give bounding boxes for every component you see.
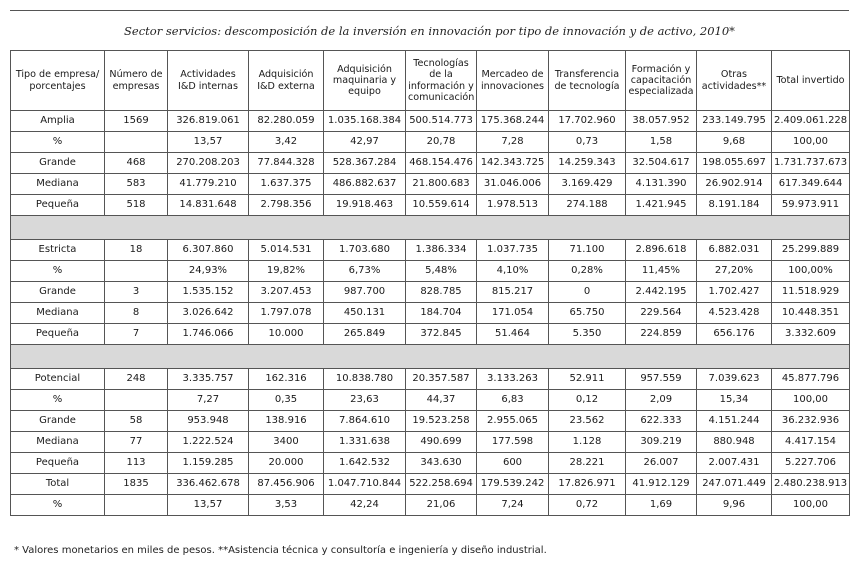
table-cell: 1.035.168.384 <box>324 111 406 132</box>
table-cell: 1569 <box>105 111 168 132</box>
table-cell: 5.227.706 <box>772 453 850 474</box>
table-row <box>11 174 850 195</box>
table-cell: 4.417.154 <box>772 432 850 453</box>
table-cell: 224.859 <box>626 324 697 345</box>
table-cell: 3400 <box>249 432 324 453</box>
table-cell: 622.333 <box>626 411 697 432</box>
column-header: Adquisición maquinaria y equipo <box>324 51 406 111</box>
table-cell: 10.559.614 <box>406 195 477 216</box>
table-cell: 2.480.238.913 <box>772 474 850 495</box>
table-cell: 10.448.351 <box>772 303 850 324</box>
table-cell: 247.071.449 <box>697 474 772 495</box>
table-row <box>11 474 850 495</box>
table-cell: 71.100 <box>549 240 626 261</box>
table-cell: 42,97 <box>324 132 406 153</box>
table-cell: 44,37 <box>406 390 477 411</box>
table-cell: 1.386.334 <box>406 240 477 261</box>
footnote: * Valores monetarios en miles de pesos. **Asistencia técnica y consultoría e ingeniería y diseño industrial. <box>14 545 547 556</box>
table-cell: 1.642.532 <box>324 453 406 474</box>
table-cell: 233.149.795 <box>697 111 772 132</box>
row-label-cell: Mediana <box>11 432 105 453</box>
investment-table <box>10 50 850 516</box>
table-cell: 617.349.644 <box>772 174 850 195</box>
table-cell: 7.039.623 <box>697 369 772 390</box>
separator-cell <box>11 345 850 369</box>
column-header: Adquisición I&D externa <box>249 51 324 111</box>
table-cell <box>105 390 168 411</box>
table-cell: 7.864.610 <box>324 411 406 432</box>
table-row <box>11 324 850 345</box>
table-cell: 175.368.244 <box>477 111 549 132</box>
table-cell: 987.700 <box>324 282 406 303</box>
table-cell: 1835 <box>105 474 168 495</box>
table-cell: 162.316 <box>249 369 324 390</box>
table-cell: 32.504.617 <box>626 153 697 174</box>
group-separator <box>11 216 850 240</box>
table-cell: 1.703.680 <box>324 240 406 261</box>
table-row <box>11 369 850 390</box>
table-cell: 21.800.683 <box>406 174 477 195</box>
table-cell: 38.057.952 <box>626 111 697 132</box>
row-label-cell: % <box>11 261 105 282</box>
table-cell: 13,57 <box>168 495 249 516</box>
table-cell: 336.462.678 <box>168 474 249 495</box>
table-cell: 20.000 <box>249 453 324 474</box>
table-cell: 52.911 <box>549 369 626 390</box>
row-label-cell: Grande <box>11 153 105 174</box>
table-cell: 2,09 <box>626 390 697 411</box>
table-cell: 42,24 <box>324 495 406 516</box>
table-cell: 1.128 <box>549 432 626 453</box>
table-cell: 1.037.735 <box>477 240 549 261</box>
table-cell: 8 <box>105 303 168 324</box>
table-cell: 0,12 <box>549 390 626 411</box>
row-label-cell: Grande <box>11 282 105 303</box>
table-cell: 7,28 <box>477 132 549 153</box>
table-cell: 1.746.066 <box>168 324 249 345</box>
table-cell: 1.702.427 <box>697 282 772 303</box>
table-cell: 880.948 <box>697 432 772 453</box>
table-cell: 19.918.463 <box>324 195 406 216</box>
table-cell: 583 <box>105 174 168 195</box>
table-cell: 17.826.971 <box>549 474 626 495</box>
table-cell: 2.896.618 <box>626 240 697 261</box>
table-cell: 3.207.453 <box>249 282 324 303</box>
table-cell: 1.535.152 <box>168 282 249 303</box>
table-cell: 248 <box>105 369 168 390</box>
table-body <box>11 111 850 516</box>
row-label-cell: Pequeña <box>11 453 105 474</box>
column-header: Mercadeo de innovaciones <box>477 51 549 111</box>
table-cell: 138.916 <box>249 411 324 432</box>
table-cell: 82.280.059 <box>249 111 324 132</box>
column-header: Tipo de empresa/ porcentajes <box>11 51 105 111</box>
table-cell: 3.169.429 <box>549 174 626 195</box>
table-cell: 28.221 <box>549 453 626 474</box>
table-cell: 11.518.929 <box>772 282 850 303</box>
table-title: Sector servicios: descomposición de la inversión en innovación por tipo de innovación y de activo, 2010* <box>124 24 735 38</box>
table-row <box>11 432 850 453</box>
table-cell: 1.978.513 <box>477 195 549 216</box>
table-cell: 15,34 <box>697 390 772 411</box>
table-cell: 4.151.244 <box>697 411 772 432</box>
table-row <box>11 111 850 132</box>
table-cell: 14.831.648 <box>168 195 249 216</box>
row-label-cell: Mediana <box>11 174 105 195</box>
table-cell: 19.523.258 <box>406 411 477 432</box>
row-label-cell: % <box>11 132 105 153</box>
table-cell: 11,45% <box>626 261 697 282</box>
table-cell: 274.188 <box>549 195 626 216</box>
table-cell: 3,42 <box>249 132 324 153</box>
table-cell: 6,83 <box>477 390 549 411</box>
table-cell: 5,48% <box>406 261 477 282</box>
column-header: Total invertido <box>772 51 850 111</box>
table-cell: 3 <box>105 282 168 303</box>
table-cell: 0,72 <box>549 495 626 516</box>
table-cell: 177.598 <box>477 432 549 453</box>
table-cell: 490.699 <box>406 432 477 453</box>
table-cell: 0 <box>549 282 626 303</box>
table-cell: 343.630 <box>406 453 477 474</box>
table-row <box>11 303 850 324</box>
table-cell: 450.131 <box>324 303 406 324</box>
row-label-cell: Estricta <box>11 240 105 261</box>
row-label-cell: Grande <box>11 411 105 432</box>
table-cell: 1,69 <box>626 495 697 516</box>
table-cell: 500.514.773 <box>406 111 477 132</box>
table-cell: 7 <box>105 324 168 345</box>
table-row <box>11 390 850 411</box>
table-cell: 4,10% <box>477 261 549 282</box>
table-cell: 5.014.531 <box>249 240 324 261</box>
table-cell: 1.637.375 <box>249 174 324 195</box>
table-cell: 2.798.356 <box>249 195 324 216</box>
table-cell: 4.523.428 <box>697 303 772 324</box>
column-header: Número de empresas <box>105 51 168 111</box>
table-row <box>11 153 850 174</box>
table-cell: 100,00 <box>772 495 850 516</box>
row-label-cell: Potencial <box>11 369 105 390</box>
table-row <box>11 261 850 282</box>
table-cell: 309.219 <box>626 432 697 453</box>
table-cell: 19,82% <box>249 261 324 282</box>
column-header: Otras actividades** <box>697 51 772 111</box>
table-cell: 51.464 <box>477 324 549 345</box>
table-cell <box>105 495 168 516</box>
table-cell: 4.131.390 <box>626 174 697 195</box>
table-cell: 518 <box>105 195 168 216</box>
column-header: Formación y capacitación especializada <box>626 51 697 111</box>
table-cell: 87.456.906 <box>249 474 324 495</box>
table-cell: 9,96 <box>697 495 772 516</box>
table-cell: 24,93% <box>168 261 249 282</box>
table-cell: 59.973.911 <box>772 195 850 216</box>
row-label-cell: % <box>11 495 105 516</box>
table-cell: 1.222.524 <box>168 432 249 453</box>
column-header: Tecnologías de la información y comunicación <box>406 51 477 111</box>
row-label-cell: Pequeña <box>11 324 105 345</box>
table-cell: 100,00% <box>772 261 850 282</box>
table-cell: 142.343.725 <box>477 153 549 174</box>
table-cell: 18 <box>105 240 168 261</box>
table-row <box>11 282 850 303</box>
table-cell: 10.000 <box>249 324 324 345</box>
table-cell: 270.208.203 <box>168 153 249 174</box>
table-cell: 815.217 <box>477 282 549 303</box>
table-cell: 1.159.285 <box>168 453 249 474</box>
table-cell: 1.421.945 <box>626 195 697 216</box>
table-row <box>11 495 850 516</box>
table-cell: 0,35 <box>249 390 324 411</box>
table-cell: 2.007.431 <box>697 453 772 474</box>
table-cell: 522.258.694 <box>406 474 477 495</box>
table-cell: 41.912.129 <box>626 474 697 495</box>
row-label-cell: % <box>11 390 105 411</box>
table-cell: 20.357.587 <box>406 369 477 390</box>
table-cell: 26.007 <box>626 453 697 474</box>
table-cell: 36.232.936 <box>772 411 850 432</box>
table-cell: 3.133.263 <box>477 369 549 390</box>
table-cell: 58 <box>105 411 168 432</box>
row-label-cell: Total <box>11 474 105 495</box>
table-cell: 2.955.065 <box>477 411 549 432</box>
table-cell <box>105 132 168 153</box>
table-cell: 77.844.328 <box>249 153 324 174</box>
table-cell: 23.562 <box>549 411 626 432</box>
table-cell: 1.331.638 <box>324 432 406 453</box>
table-cell: 23,63 <box>324 390 406 411</box>
table-row <box>11 453 850 474</box>
table-cell: 600 <box>477 453 549 474</box>
separator-cell <box>11 216 850 240</box>
table-cell: 3.335.757 <box>168 369 249 390</box>
table-cell: 528.367.284 <box>324 153 406 174</box>
table-cell: 1.797.078 <box>249 303 324 324</box>
table-cell: 265.849 <box>324 324 406 345</box>
table-cell: 100,00 <box>772 132 850 153</box>
table-cell: 372.845 <box>406 324 477 345</box>
table-cell: 45.877.796 <box>772 369 850 390</box>
table-cell: 31.046.006 <box>477 174 549 195</box>
table-row <box>11 132 850 153</box>
table-cell: 21,06 <box>406 495 477 516</box>
table-cell: 6,73% <box>324 261 406 282</box>
table-cell: 656.176 <box>697 324 772 345</box>
table-cell: 198.055.697 <box>697 153 772 174</box>
table-cell: 65.750 <box>549 303 626 324</box>
table-cell: 2.409.061.228 <box>772 111 850 132</box>
table-cell: 26.902.914 <box>697 174 772 195</box>
table-cell: 3.332.609 <box>772 324 850 345</box>
table-cell: 100,00 <box>772 390 850 411</box>
table-cell: 0,73 <box>549 132 626 153</box>
table-cell: 468.154.476 <box>406 153 477 174</box>
table-cell: 17.702.960 <box>549 111 626 132</box>
column-header: Actividades I&D internas <box>168 51 249 111</box>
table-cell: 13,57 <box>168 132 249 153</box>
column-header: Transferencia de tecnología <box>549 51 626 111</box>
top-rule <box>10 10 849 11</box>
table-cell: 6.307.860 <box>168 240 249 261</box>
table-cell: 1,58 <box>626 132 697 153</box>
table-cell: 113 <box>105 453 168 474</box>
table-cell: 1.731.737.673 <box>772 153 850 174</box>
table-cell <box>105 261 168 282</box>
table-cell: 9,68 <box>697 132 772 153</box>
table-cell: 7,27 <box>168 390 249 411</box>
table-cell: 3.026.642 <box>168 303 249 324</box>
row-label-cell: Amplia <box>11 111 105 132</box>
table-cell: 5.350 <box>549 324 626 345</box>
table-cell: 1.047.710.844 <box>324 474 406 495</box>
table-cell: 486.882.637 <box>324 174 406 195</box>
row-label-cell: Mediana <box>11 303 105 324</box>
table-cell: 828.785 <box>406 282 477 303</box>
table-cell: 2.442.195 <box>626 282 697 303</box>
table-cell: 27,20% <box>697 261 772 282</box>
header-row <box>11 51 850 111</box>
table-cell: 171.054 <box>477 303 549 324</box>
table-row <box>11 195 850 216</box>
table-cell: 184.704 <box>406 303 477 324</box>
table-cell: 0,28% <box>549 261 626 282</box>
table-row <box>11 411 850 432</box>
table-cell: 7,24 <box>477 495 549 516</box>
table-cell: 6.882.031 <box>697 240 772 261</box>
table-cell: 41.779.210 <box>168 174 249 195</box>
table-cell: 229.564 <box>626 303 697 324</box>
table-cell: 179.539.242 <box>477 474 549 495</box>
group-separator <box>11 345 850 369</box>
table-cell: 14.259.343 <box>549 153 626 174</box>
table-cell: 953.948 <box>168 411 249 432</box>
table-cell: 25.299.889 <box>772 240 850 261</box>
table-cell: 77 <box>105 432 168 453</box>
table-cell: 20,78 <box>406 132 477 153</box>
table-cell: 8.191.184 <box>697 195 772 216</box>
row-label-cell: Pequeña <box>11 195 105 216</box>
table-cell: 3,53 <box>249 495 324 516</box>
table-cell: 957.559 <box>626 369 697 390</box>
table-cell: 326.819.061 <box>168 111 249 132</box>
table-row <box>11 240 850 261</box>
table-cell: 468 <box>105 153 168 174</box>
table-cell: 10.838.780 <box>324 369 406 390</box>
